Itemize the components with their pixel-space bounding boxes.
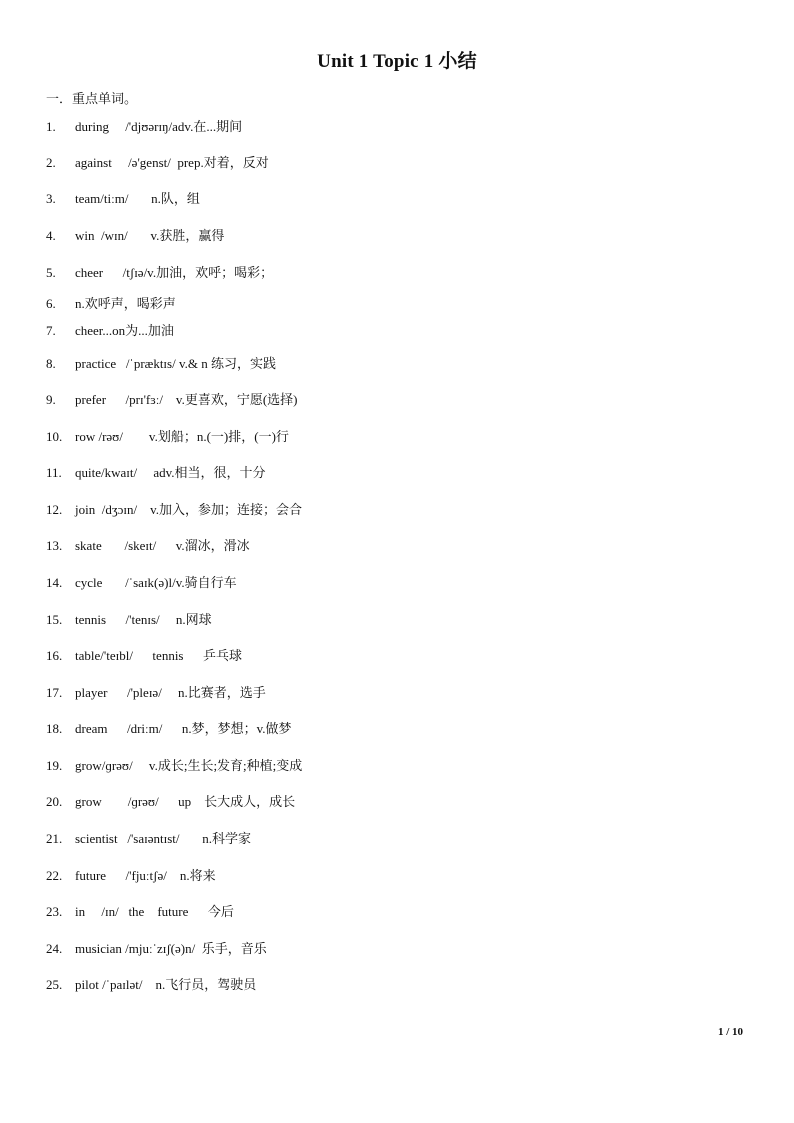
item-text: cheer /tʃɪə/v.加油，欢呼；喝彩； bbox=[75, 265, 274, 280]
item-number: 9. bbox=[46, 392, 56, 407]
vocabulary-item bbox=[46, 429, 289, 445]
item-text: dream /driːm/ n.梦，梦想；v.做梦 bbox=[75, 721, 292, 736]
item-text: join /dʒɔɪn/ v.加入，参加；连接；会合 bbox=[75, 502, 303, 517]
vocabulary-item bbox=[46, 868, 216, 884]
item-number: 5. bbox=[46, 265, 56, 280]
item-text: table/'teɪbl/ tennis 乒乓球 bbox=[75, 648, 242, 663]
vocabulary-item bbox=[46, 465, 266, 481]
vocabulary-item bbox=[46, 648, 242, 664]
item-text: tennis /'tenɪs/ n.网球 bbox=[75, 612, 212, 627]
item-text: row /rəʊ/ v.划船；n.(一)排，(一)行 bbox=[75, 429, 289, 444]
item-text: pilot /ˈpaɪlət/ n.飞行员，驾驶员 bbox=[75, 977, 257, 992]
vocabulary-item bbox=[46, 758, 302, 774]
item-number: 15. bbox=[46, 612, 63, 627]
item-number: 18. bbox=[46, 721, 63, 736]
page-number: 1 / 10 bbox=[718, 1026, 744, 1038]
vocabulary-item bbox=[46, 941, 267, 957]
item-text: team/tiːm/ n.队，组 bbox=[75, 191, 200, 206]
item-text: cycle /ˈsaɪk(ə)l/v.骑自行车 bbox=[75, 575, 237, 590]
vocabulary-item bbox=[46, 904, 234, 920]
item-number: 20. bbox=[46, 794, 63, 809]
item-number: 22. bbox=[46, 868, 63, 883]
item-number: 21. bbox=[46, 831, 63, 846]
section-heading: 一．重点单词。 bbox=[46, 91, 138, 106]
item-text: prefer /prɪ'fɜː/ v.更喜欢，宁愿(选择) bbox=[75, 392, 298, 407]
item-text: future /'fjuːtʃə/ n.将来 bbox=[75, 868, 216, 883]
vocabulary-item bbox=[46, 977, 256, 993]
item-text: skate /skeɪt/ v.溜冰，滑冰 bbox=[75, 538, 250, 553]
item-text: quite/kwaɪt/ adv.相当，很，十分 bbox=[75, 465, 266, 480]
item-number: 14. bbox=[46, 575, 63, 590]
item-number: 11. bbox=[46, 465, 62, 480]
item-number: 4. bbox=[46, 228, 56, 243]
vocabulary-item bbox=[46, 392, 298, 408]
item-number: 10. bbox=[46, 429, 63, 444]
item-text: win /wɪn/ v.获胜，赢得 bbox=[75, 228, 225, 243]
item-number: 3. bbox=[46, 191, 56, 206]
item-text: scientist /'saɪəntɪst/ n.科学家 bbox=[75, 831, 252, 846]
vocabulary-item bbox=[46, 119, 242, 135]
item-text: player /'pleɪə/ n.比赛者，选手 bbox=[75, 685, 266, 700]
item-number: 6. bbox=[46, 296, 56, 311]
vocabulary-item bbox=[46, 831, 251, 847]
item-text: cheer...on为...加油 bbox=[75, 323, 174, 338]
item-text: practice /ˈpræktɪs/ v.& n 练习，实践 bbox=[75, 356, 276, 371]
vocabulary-item bbox=[46, 191, 200, 207]
vocabulary-item bbox=[46, 794, 295, 810]
vocabulary-item bbox=[46, 265, 273, 281]
vocabulary-item bbox=[46, 612, 212, 628]
item-number: 24. bbox=[46, 941, 63, 956]
vocabulary-item bbox=[46, 228, 224, 244]
item-number: 25. bbox=[46, 977, 63, 992]
item-number: 2. bbox=[46, 155, 56, 170]
vocabulary-item bbox=[46, 721, 292, 737]
vocabulary-item bbox=[46, 296, 176, 312]
item-number: 13. bbox=[46, 538, 63, 553]
vocabulary-item bbox=[46, 685, 266, 701]
item-number: 16. bbox=[46, 648, 63, 663]
vocabulary-item bbox=[46, 356, 276, 372]
item-number: 1. bbox=[46, 119, 56, 134]
item-number: 19. bbox=[46, 758, 63, 773]
item-text: during /'djʊərɪŋ/adv.在...期间 bbox=[75, 119, 243, 134]
item-number: 7. bbox=[46, 323, 56, 338]
page-title: Unit 1 Topic 1 小结 bbox=[317, 51, 477, 72]
vocabulary-item bbox=[46, 502, 302, 518]
vocabulary-item bbox=[46, 323, 174, 339]
item-text: musician /mjuːˈzɪʃ(ə)n/ 乐手，音乐 bbox=[75, 941, 267, 956]
vocabulary-item bbox=[46, 538, 250, 554]
vocabulary-item bbox=[46, 155, 269, 171]
item-number: 17. bbox=[46, 685, 63, 700]
item-number: 12. bbox=[46, 502, 63, 517]
item-text: grow /ɡrəʊ/ up 长大成人，成长 bbox=[75, 794, 296, 809]
item-text: grow/ɡrəʊ/ v.成长;生长;发育;种植;变成 bbox=[75, 758, 303, 773]
item-text: against /ə'genst/ prep.对着，反对 bbox=[75, 155, 269, 170]
item-number: 23. bbox=[46, 904, 63, 919]
item-text: n.欢呼声，喝彩声 bbox=[75, 296, 176, 311]
item-text: in /ɪn/ the future 今后 bbox=[75, 904, 234, 919]
item-number: 8. bbox=[46, 356, 56, 371]
vocabulary-item bbox=[46, 575, 237, 591]
